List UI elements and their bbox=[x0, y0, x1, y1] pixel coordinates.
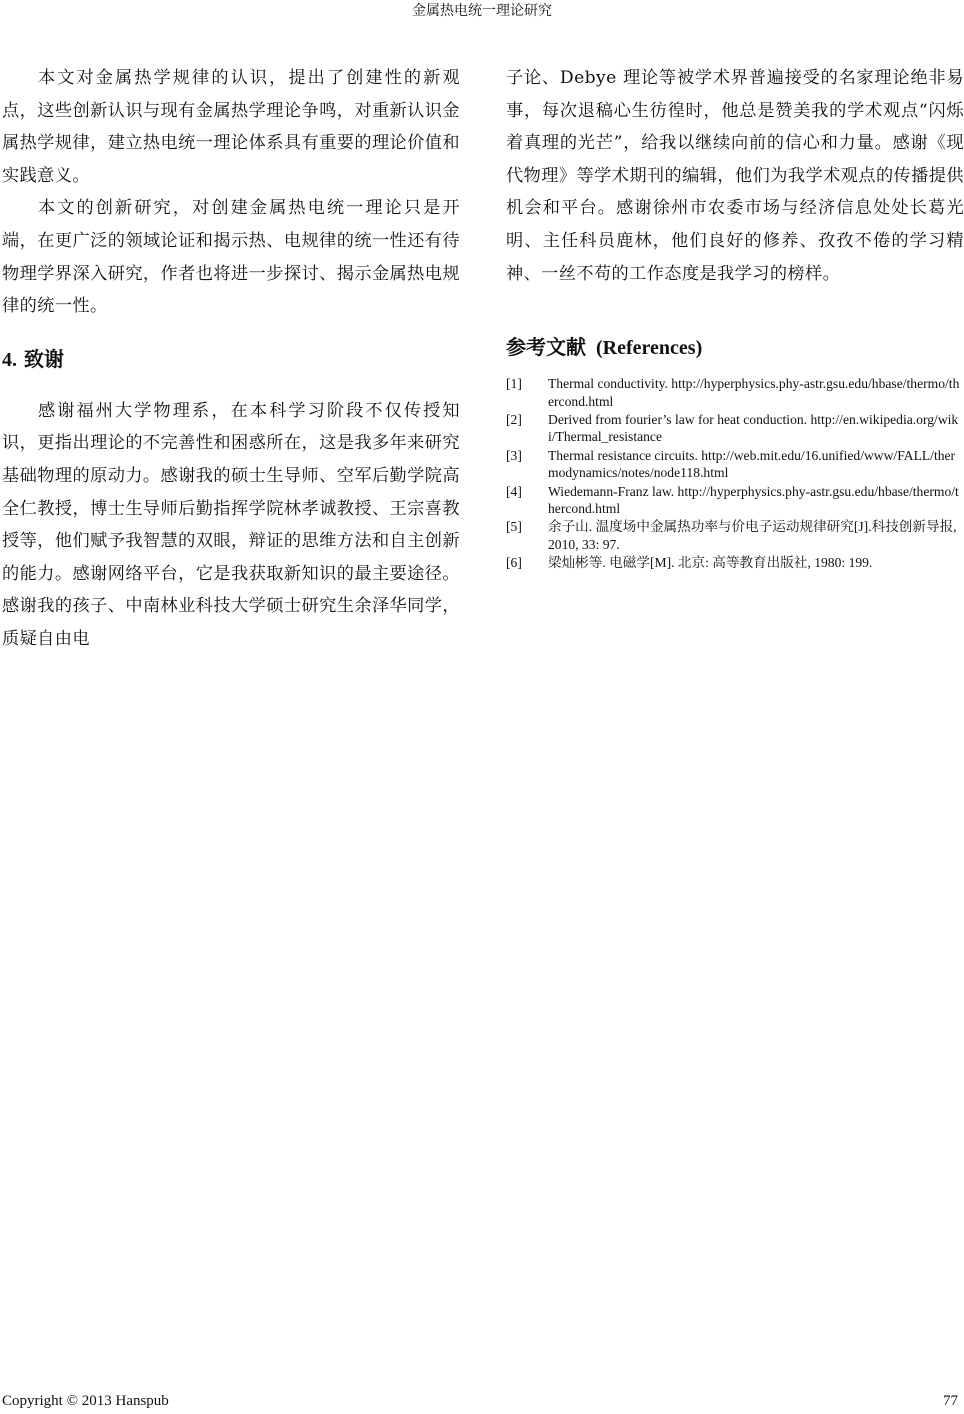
reference-number: [6] bbox=[506, 555, 522, 571]
reference-item bbox=[506, 447, 964, 482]
section-number: 4. bbox=[2, 348, 17, 371]
left-column bbox=[2, 62, 460, 656]
reference-number: [3] bbox=[506, 447, 522, 463]
reference-number: [4] bbox=[506, 483, 522, 499]
running-header: 金属热电统一理论研究 bbox=[412, 3, 552, 19]
reference-number: [2] bbox=[506, 411, 522, 427]
section-title: 致谢 bbox=[23, 346, 64, 371]
reference-number: [5] bbox=[506, 519, 522, 535]
reference-text: Derived from fourier’s law for heat conduction. http://en.wikipedia.org/wiki/Thermal_resistance bbox=[548, 411, 959, 445]
references-title-en: (References) bbox=[596, 337, 703, 360]
reference-item bbox=[506, 554, 964, 571]
reference-item bbox=[506, 411, 964, 446]
right-column bbox=[506, 62, 964, 573]
references-title-cn: 参考文献 bbox=[506, 335, 586, 360]
reference-item bbox=[506, 483, 964, 518]
footer-page-number: 77 bbox=[943, 1393, 958, 1409]
acknowledgement-paragraph-continued: 子论、Debye 理论等被学术界普遍接受的名家理论绝非易事，每次退稿心生彷徨时，他总是赞美我的学术观点“闪烁着真理的光芒”，给我以继续向前的信心和力量。感谢《现代物理》等学术期刊的编辑，他们为我学术观点的传播提供机会和平台。感谢徐州市农委市场与经济信息处处长葛光明、主任科员鹿林，他们良好的修养、孜孜不倦的学习精神、一丝不苟的工作态度是我学习的榜样。 bbox=[506, 68, 964, 284]
reference-number: [1] bbox=[506, 376, 522, 392]
conclusion-paragraph-2: 本文的创新研究，对创建金属热电统一理论只是开端，在更广泛的领域论证和揭示热、电规律的统一性还有待物理学界深入研究，作者也将进一步探讨、揭示金属热电规律的统一性。 bbox=[2, 198, 460, 317]
reference-item bbox=[506, 518, 964, 553]
reference-text: 梁灿彬等. 电磁学[M]. 北京: 高等教育出版社, 1980: 199. bbox=[548, 555, 873, 571]
reference-item bbox=[506, 375, 964, 410]
acknowledgement-paragraph: 感谢福州大学物理系，在本科学习阶段不仅传授知识，更指出理论的不完善性和困惑所在，这是我多年来研究基础物理的原动力。感谢我的硕士生导师、空军后勤学院高全仁教授，博士生导师后勤指挥学院林孝诚教授、王宗喜教授等，他们赋予我智慧的双眼，辩证的思维方法和自主创新的能力。感谢网络平台，它是我获取新知识的最主要途径。感谢我的孩子、中南林业科技大学硕士研究生余泽华同学，质疑自由电 bbox=[2, 400, 460, 649]
reference-text: Wiedemann-Franz law. http://hyperphysics.phy-astr.gsu.edu/hbase/thermo/thercond.html bbox=[548, 483, 959, 516]
references-heading bbox=[506, 334, 964, 361]
reference-list bbox=[506, 375, 964, 571]
reference-text: Thermal resistance circuits. http://web.mit.edu/16.unified/www/FALL/thermodynamics/notes/node118.html bbox=[548, 447, 956, 481]
footer-copyright: Copyright © 2013 Hanspub bbox=[2, 1393, 169, 1409]
reference-text: 余子山. 温度场中金属热功率与价电子运动规律研究[J].科技创新导报, 2010, 33: 97. bbox=[548, 519, 957, 552]
acknowledgement-heading bbox=[2, 346, 460, 373]
conclusion-paragraph-1: 本文对金属热学规律的认识，提出了创建性的新观点，这些创新认识与现有金属热学理论争鸣，对重新认识金属热学规律，建立热电统一理论体系具有重要的理论价值和实践意义。 bbox=[2, 68, 460, 186]
reference-text: Thermal conductivity. http://hyperphysics.phy-astr.gsu.edu/hbase/thermo/thercond.html bbox=[548, 376, 960, 409]
